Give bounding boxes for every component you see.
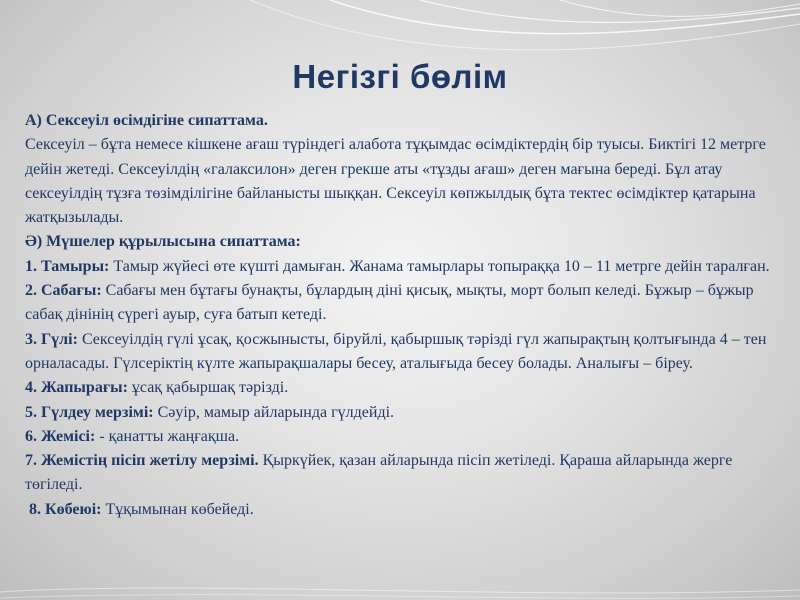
item-label: 6. Жемісі:: [25, 427, 96, 445]
decor-curve-bottom-1: [0, 588, 800, 593]
item-label: 3. Гүлі:: [25, 330, 78, 348]
item-text: Сексеуілдің гүлі ұсақ, қосжынысты, біруйлі, қабыршық тәрізді гүл жапырақтың қолтығында 4 – тен орналасады. Гүлсеріктің күлте жапырақшалары бесеу, аталығыда бесеу болады. Аналығы – біреу.: [25, 330, 767, 372]
section-a-heading: А) Сексеуіл өсімдігіне сипаттама.: [25, 112, 268, 129]
organ-item-leaf: [25, 376, 775, 400]
item-text: Қыркүйек, қазан айларында пісіп жетіледі. Қараша айларында жерге төгіледі.: [25, 452, 733, 494]
organ-item-stem: [25, 279, 775, 328]
item-text: Тамыр жүйесі өте күшті дамыған. Жанама тамырлары топыраққа 10 – 11 метрге дейін таралған.: [109, 257, 770, 275]
section-a-text: Сексеуіл – бұта немесе кішкене ағаш түріндегі алабота тұқымдас өсімдіктердің бір туысы. Биктігі 12 метрге дейін жетеді. Сексеуілдің «галаксилон» деген грекше аты «тұзды ағаш» деген мағына береді. Бұл атау сексеуілдің тұзға төзімділігіне байланысты шыққан. Сексеуіл көпжылдық бұта тектес өсімдіктер қатарына жатқызылады.: [25, 136, 766, 227]
organ-item-reproduction: [25, 498, 775, 522]
decor-curve-1: [330, 0, 800, 34]
item-text: Сәуір, мамыр айларында гүлдейді.: [153, 403, 395, 421]
item-text: Сабағы мен бұтағы бунақты, бұлардың діні қисық, мықты, морт болып келеді. Бұжыр – бұжыр сабақ дінінің сүрегі ауыр, суға батып кетеді.: [25, 282, 754, 324]
slide-title: Негізгі бөлім: [292, 58, 508, 95]
decor-curve-3: [560, 0, 800, 16]
organ-item-ripening-period: [25, 449, 775, 498]
item-label: 4. Жапырағы:: [25, 379, 128, 397]
item-text: - қанатты жаңғақша.: [95, 427, 240, 445]
item-label: 1. Тамыры:: [25, 257, 110, 275]
item-text: Тұқымынан көбейеді.: [101, 500, 254, 518]
item-text: ұсақ қабыршақ тәрізді.: [127, 379, 289, 397]
item-label: 5. Гүлдеу мерзімі:: [25, 403, 154, 421]
organ-item-fruit: [25, 425, 775, 449]
organ-item-roots: [25, 255, 775, 279]
organ-item-flowering-period: [25, 401, 775, 425]
section-b-heading: Ә) Мүшелер құрылысына сипаттама:: [25, 233, 301, 251]
item-label: 8. Көбеюі:: [29, 500, 102, 518]
item-label: 2. Сабағы:: [25, 282, 102, 300]
organ-item-flower: [25, 328, 775, 377]
decor-curve-bottom-2: [0, 595, 800, 599]
decor-curve-4: [250, 0, 800, 50]
item-label: 7. Жемістің пісіп жетілу мерзімі.: [25, 452, 259, 470]
slide-content: [25, 109, 775, 522]
